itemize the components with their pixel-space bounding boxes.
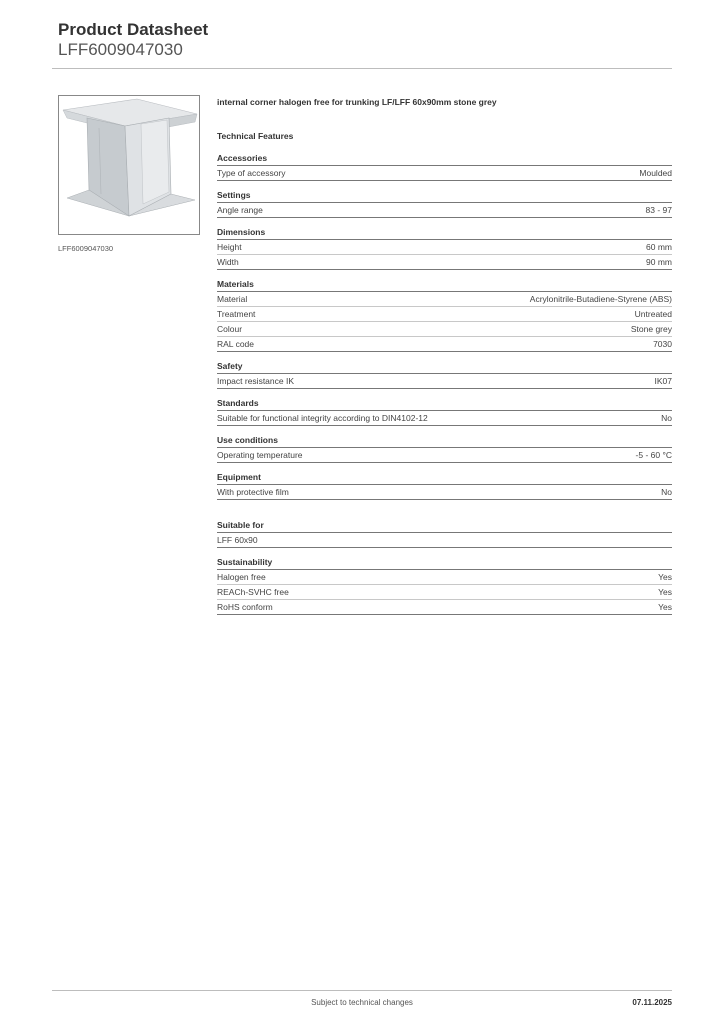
product-description: internal corner halogen free for trunking LF/LFF 60x90mm stone grey [217,97,497,107]
section-heading: Suitable for [217,520,672,533]
spec-label: With protective film [217,487,289,497]
spec-row [217,307,672,322]
spec-label: RoHS conform [217,602,273,612]
document-header [58,20,208,60]
spec-value: Yes [658,572,672,582]
spec-section [217,279,672,352]
section-heading: Sustainability [217,557,672,570]
spec-label: Height [217,242,242,252]
spec-value: No [661,487,672,497]
technical-data [217,96,672,615]
spec-section [217,520,672,548]
section-heading: Materials [217,279,672,292]
section-heading: Accessories [217,153,672,166]
spec-row [217,585,672,600]
section-heading: Safety [217,361,672,374]
section-heading: Use conditions [217,435,672,448]
spec-section [217,472,672,500]
spec-row [217,337,672,352]
spec-label: Impact resistance IK [217,376,295,386]
spec-value: Yes [658,587,672,597]
spec-section [217,227,672,270]
spec-value: 90 mm [646,257,672,267]
spec-section [217,435,672,463]
spec-section [217,190,672,218]
spec-section [217,361,672,389]
product-image [58,95,200,235]
spec-row [217,203,672,218]
spec-value: Yes [658,602,672,612]
spec-value: Moulded [639,168,672,178]
spec-sections [217,153,672,615]
footer-date: 07.11.2025 [632,998,672,1007]
technical-features-heading: Technical Features [217,131,294,141]
section-heading: Standards [217,398,672,411]
spec-label: Colour [217,324,243,334]
spec-row [217,600,672,615]
section-heading: Settings [217,190,672,203]
spec-row [217,166,672,181]
footer-divider [52,990,672,991]
spec-label: Treatment [217,309,256,319]
footer-note: Subject to technical changes [311,998,413,1007]
spec-row [217,292,672,307]
spec-row [217,374,672,389]
spec-value: No [661,413,672,423]
spec-row [217,533,672,548]
spec-value: Acrylonitrile-Butadiene-Styrene (ABS) [529,294,672,304]
spec-value: 83 - 97 [645,205,672,215]
spec-value: 60 mm [646,242,672,252]
spec-value: Untreated [634,309,672,319]
spec-label: Material [217,294,248,304]
spec-label: LFF 60x90 [217,535,258,545]
spec-value: IK07 [654,376,672,386]
spec-row [217,240,672,255]
internal-corner-illustration [59,96,199,234]
spec-row [217,322,672,337]
spec-label: REACh-SVHC free [217,587,289,597]
spec-label: Angle range [217,205,263,215]
product-code: LFF6009047030 [58,40,183,59]
spec-value: Stone grey [630,324,672,334]
spec-section [217,398,672,426]
spec-label: Suitable for functional integrity according to DIN4102-12 [217,413,428,423]
image-caption: LFF6009047030 [58,244,114,253]
spec-label: Operating temperature [217,450,303,460]
document-title: Product Datasheet [58,20,209,39]
spec-label: Type of accessory [217,168,286,178]
section-heading: Equipment [217,472,672,485]
spec-label: Halogen free [217,572,266,582]
spec-value: 7030 [653,339,672,349]
spec-row [217,448,672,463]
spec-label: RAL code [217,339,255,349]
spec-label: Width [217,257,239,267]
spec-row [217,411,672,426]
header-divider [52,68,672,69]
spec-row [217,570,672,585]
spec-value: -5 - 60 °C [635,450,672,460]
spec-section [217,557,672,615]
section-heading: Dimensions [217,227,672,240]
spec-section [217,153,672,181]
spec-row [217,255,672,270]
spec-row [217,485,672,500]
